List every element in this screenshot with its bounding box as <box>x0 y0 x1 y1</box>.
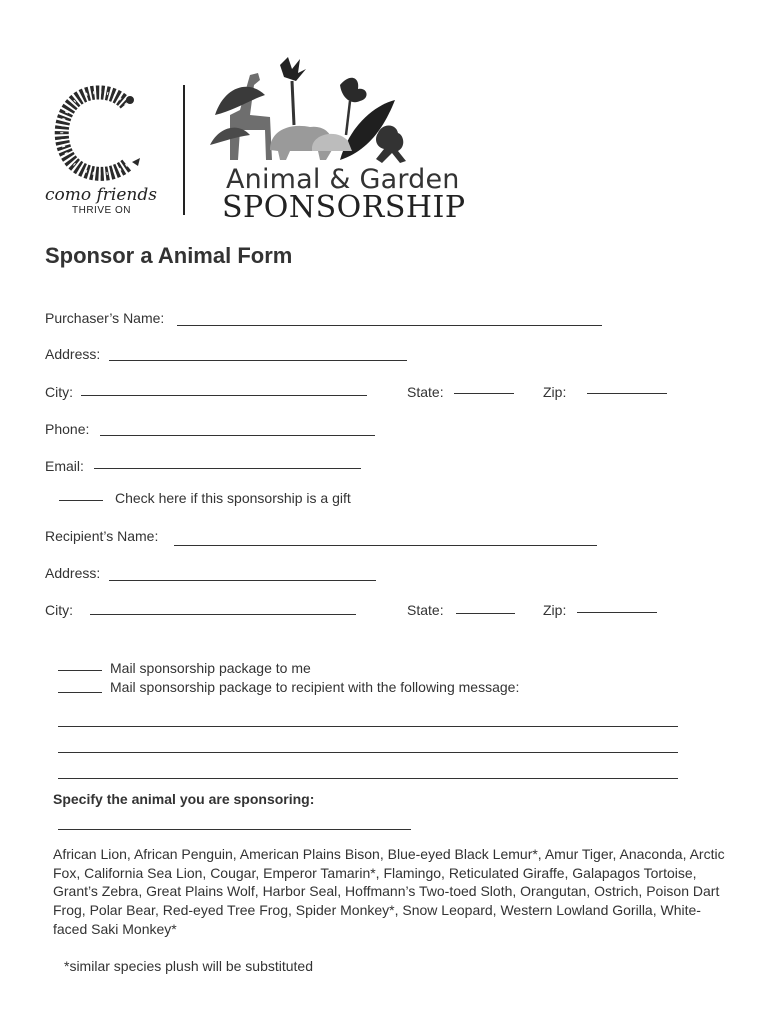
purchaser-state-label: State: <box>407 384 444 400</box>
program-title-line1: Animal & Garden <box>226 164 460 195</box>
recipient-name-label: Recipient’s Name: <box>45 528 159 544</box>
animal-list: African Lion, African Penguin, American Plains Bison, Blue-eyed Black Lemur*, Amur Tiger, Anaconda, Arctic Fox, California Sea Lion, Cougar, Emperor Tamarin*, Flamingo, Reticulated Giraffe, Galapagos Tortoise, Grant’s Zebra, Great Plains Wolf, Harbor Seal, Hoffmann’s Two-toed Sloth, Orangutan, Ostrich, Poison Dart Frog, Polar Bear, Red-eyed Tree Frog, Spider Monkey*, Snow Leopard, Western Lowland Gorilla, White-faced Saki Monkey* <box>53 846 725 937</box>
specify-animal-heading: Specify the animal you are sponsoring: <box>53 791 315 807</box>
purchaser-city-label: City: <box>45 384 73 400</box>
como-friends-logo <box>48 82 148 182</box>
recipient-zip-label: Zip: <box>543 602 567 618</box>
message-line-3[interactable] <box>58 778 678 779</box>
mail-option-label: Mail sponsorship package to recipient with the following message: <box>110 679 520 695</box>
substitution-footnote: *similar species plush will be substituted <box>64 958 313 974</box>
purchaser-phone-label: Phone: <box>45 421 90 437</box>
recipient-city-label: City: <box>45 602 73 618</box>
recipient-name-field[interactable] <box>174 545 597 546</box>
gift-checkbox-label: Check here if this sponsorship is a gift <box>115 490 351 506</box>
purchaser-zip-label: Zip: <box>543 384 567 400</box>
recipient-address-label: Address: <box>45 565 101 581</box>
purchaser-email-field[interactable] <box>94 468 361 469</box>
brand-name: como friends <box>45 185 157 205</box>
message-line-2[interactable] <box>58 752 678 753</box>
recipient-city-field[interactable] <box>90 614 356 615</box>
form-title: Sponsor a Animal Form <box>45 243 293 268</box>
animal-choice-field[interactable] <box>58 829 411 830</box>
purchaser-address-label: Address: <box>45 346 101 362</box>
purchaser-city-field[interactable] <box>81 395 367 396</box>
recipient-zip-field[interactable] <box>577 612 657 613</box>
program-title-line2: SPONSORSHIP <box>222 190 466 225</box>
purchaser-state-field[interactable] <box>454 393 514 394</box>
mail-option-label: Mail sponsorship package to me <box>110 660 311 676</box>
gift-checkbox-blank[interactable] <box>59 500 103 501</box>
mail-to-me-blank[interactable] <box>58 670 102 671</box>
header-divider <box>183 85 185 215</box>
recipient-state-label: State: <box>407 602 444 618</box>
purchaser-address-field[interactable] <box>109 360 407 361</box>
purchaser-phone-field[interactable] <box>100 435 375 436</box>
brand-tagline: THRIVE ON <box>72 205 131 216</box>
animals-plants-illustration <box>210 55 420 165</box>
purchaser-zip-field[interactable] <box>587 393 667 394</box>
purchaser-name-label: Purchaser’s Name: <box>45 310 165 326</box>
purchaser-name-field[interactable] <box>177 325 602 326</box>
recipient-address-field[interactable] <box>109 580 376 581</box>
mail-to-recipient-blank[interactable] <box>58 692 102 693</box>
message-line-1[interactable] <box>58 726 678 727</box>
purchaser-email-label: Email: <box>45 458 84 474</box>
recipient-state-field[interactable] <box>456 613 515 614</box>
